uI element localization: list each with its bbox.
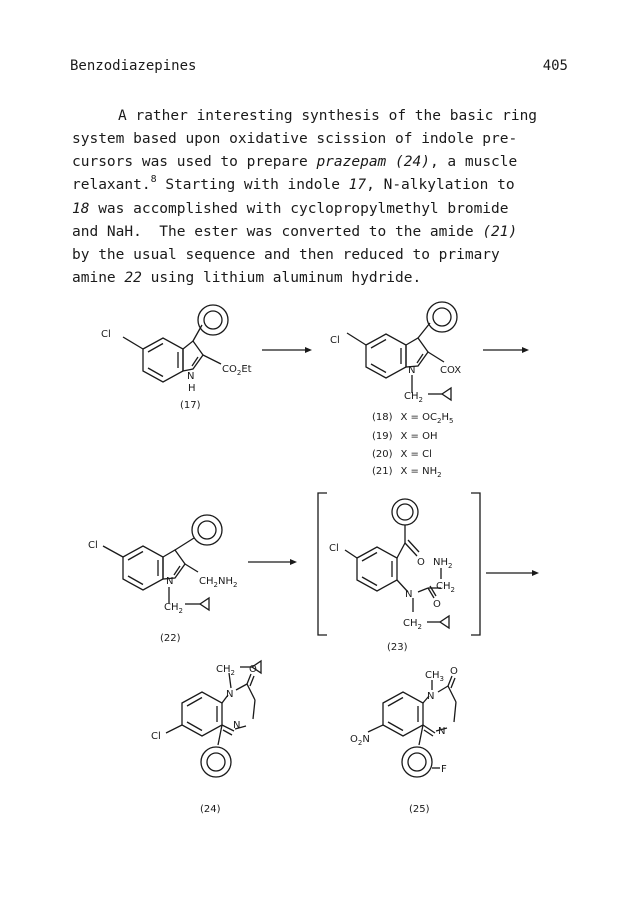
substituent-list <box>372 412 453 479</box>
n-label: N <box>166 576 174 587</box>
text-run: amine <box>72 270 125 286</box>
o-label: O <box>249 664 257 675</box>
ch2nh2-label: $CH_2NH_2$ <box>199 576 238 589</box>
compound-label-24: (24) <box>200 804 221 815</box>
compound-label-25: (25) <box>409 804 430 815</box>
running-header: Benzodiazepines <box>70 58 197 74</box>
n-label: N <box>405 589 413 600</box>
compound-22-structure <box>103 515 222 610</box>
text-run: cursors was used to prepare <box>72 154 317 170</box>
compound-label-17: (17) <box>180 400 201 411</box>
ch2-label: $CH_2$ <box>436 581 455 594</box>
ch2-label: $CH_2$ <box>403 618 422 631</box>
text-run: and NaH. The ester was converted to the amide <box>72 224 483 240</box>
n-label: N <box>427 691 435 702</box>
nitro-label: $O_2N$ <box>350 734 370 747</box>
drug-name-ref: prazepam (24) <box>316 154 430 170</box>
compound-18-structure <box>347 302 457 400</box>
compound-ref: 18 <box>72 201 90 217</box>
citation-superscript: 8 <box>150 174 157 185</box>
compound-24-structure <box>166 661 261 777</box>
ch2-label: $CH_2$ <box>216 664 235 677</box>
page-number: 405 <box>542 58 568 74</box>
f-label: F <box>441 764 447 775</box>
compound-ref: 22 <box>124 270 142 286</box>
reaction-arrow-4 <box>486 570 539 576</box>
text-run: system based upon oxidative scission of indole pre- <box>72 131 518 147</box>
compound-label-23: (23) <box>387 642 408 653</box>
compound-label-22: (22) <box>160 633 181 644</box>
cl-label: Cl <box>88 540 98 551</box>
h-label: H <box>188 383 196 394</box>
ch2-label: $CH_2$ <box>404 391 423 404</box>
n-label: N <box>438 726 446 737</box>
reaction-arrow-2 <box>483 347 529 353</box>
text-run: A rather interesting synthesis of the basic ring <box>118 108 538 124</box>
text-run: , N-alkylation to <box>366 177 515 193</box>
o-label: O <box>417 557 425 568</box>
compound-label-20: (20) X = Cl <box>372 449 432 460</box>
n-label: N <box>226 689 234 700</box>
cl-label: Cl <box>151 731 161 742</box>
cox-label: COX <box>440 365 462 376</box>
compound-label-18: (18) $X = OC_2H_5$ <box>372 412 454 425</box>
n-label: N <box>233 720 241 731</box>
compound-ref: 17 <box>348 177 367 193</box>
nh2-label: $NH_2$ <box>433 557 453 570</box>
ch2-label: $CH_2$ <box>164 602 183 615</box>
text-run: , a muscle <box>429 154 518 170</box>
compound-17-structure <box>123 305 228 382</box>
compound-label-21: (21) $X = NH_2$ <box>372 466 442 479</box>
compound-label-19: (19) X = OH <box>372 431 438 442</box>
text-run: using lithium aluminum hydride. <box>141 270 422 286</box>
cl-label: Cl <box>330 335 340 346</box>
reaction-arrow-1 <box>262 347 312 353</box>
o-label: O <box>433 599 441 610</box>
intermediate-bracket <box>318 493 480 635</box>
ch3-label: $CH_3$ <box>425 670 444 683</box>
o-label: O <box>450 666 458 677</box>
reaction-arrow-3 <box>248 559 297 565</box>
ester-group: $CO_2Et$ <box>222 364 252 377</box>
text-run: was accomplished with cyclopropylmethyl bromide <box>89 201 509 217</box>
n-label: N <box>408 365 416 376</box>
text-run: relaxant. <box>72 177 151 193</box>
cl-label: Cl <box>329 543 339 554</box>
compound-ref: (21) <box>482 224 518 240</box>
text-run: Starting with indole <box>156 177 349 193</box>
n-label: N <box>187 371 195 382</box>
text-run: by the usual sequence and then reduced to primary <box>72 247 500 263</box>
cl-label: Cl <box>101 329 111 340</box>
